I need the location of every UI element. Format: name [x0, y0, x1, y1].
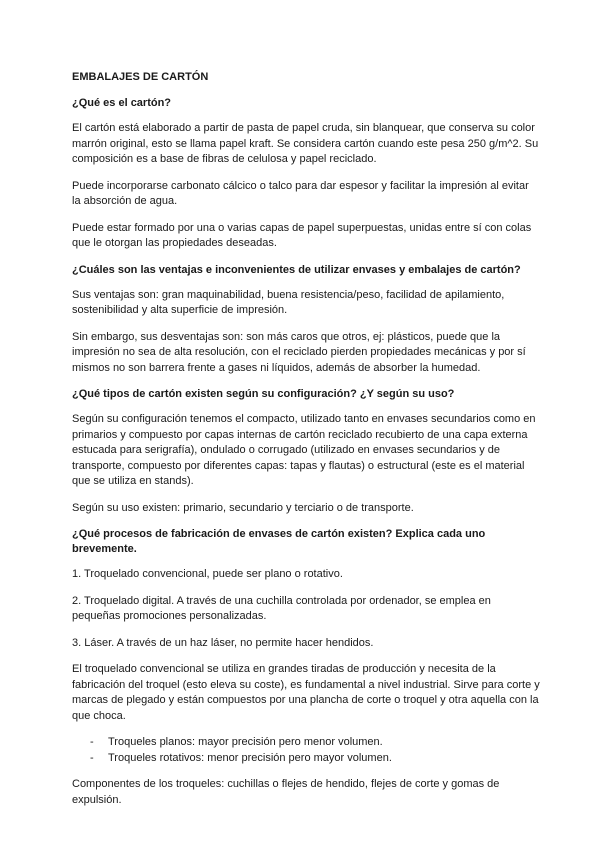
section-heading: ¿Qué es el cartón?: [72, 97, 172, 109]
section-heading: ¿Qué tipos de cartón existen según su configuración? ¿Y según su uso?: [72, 388, 455, 400]
paragraph: Según su uso existen: primario, secundario y terciario o de transporte.: [72, 501, 414, 514]
section-heading: ¿Qué procesos de fabricación de envases de cartón existen? Explica cada uno brevemente.: [72, 528, 486, 555]
paragraph: Según su configuración tenemos el compacto, utilizado tanto en envases secundarios como en primarios y compuesto por capas internas de cartón reciclado recubierto de una capa externa estucada para serigrafía), ondulado o corrugado (utilizado en envases secundarios y de transporte, compuesto por diferentes capas: tapas y flautas) o estructural (este es el material que se utiliza en stands).: [72, 413, 536, 487]
section-heading: ¿Cuáles son las ventajas e inconvenientes de utilizar envases y embalajes de cartón?: [72, 263, 521, 276]
section-what-is-cardboard: [72, 96, 540, 252]
dash-bullet: -: [90, 751, 94, 764]
dash-bullet: -: [90, 736, 94, 748]
paragraph: Puede estar formado por una o varias capas de papel superpuestas, unidas entre sí con colas que le otorgan las propiedades deseadas.: [72, 221, 532, 249]
section-advantages: [72, 263, 540, 377]
section-types: [72, 387, 540, 516]
paragraph: Puede incorporarse carbonato cálcico o talco para dar espesor y facilitar la impresión al evitar la absorción de agua.: [72, 179, 529, 207]
dies-list: [72, 735, 540, 766]
list-item-text: Troqueles rotativos: menor precisión pero mayor volumen.: [108, 751, 392, 764]
process-list: [72, 567, 540, 651]
paragraph: Sin embargo, sus desventajas son: son más caros que otros, ej: plásticos, puede que la impresión no sea de alta resolución, con el reciclado pierden propiedades mecánicas y por sí mismos no son barrera frente a gases ni líquidos, además de absorber la humedad.: [72, 330, 526, 374]
section-processes: [72, 527, 540, 808]
list-item: 1. Troquelado convencional, puede ser plano o rotativo.: [72, 568, 343, 580]
paragraph: Sus ventajas son: gran maquinabilidad, buena resistencia/peso, facilidad de apilamiento, sostenibilidad y alta superficie de impresión.: [72, 288, 505, 316]
paragraph: El cartón está elaborado a partir de pasta de papel cruda, sin blanquear, que conserva su color marrón original, esto se llama papel kraft. Se considera cartón cuando este pesa 250 g/m^2. Su composición es a base de fibras de celulosa y papel reciclado.: [72, 122, 539, 165]
list-item: 2. Troquelado digital. A través de una cuchilla controlada por ordenador, se emplea en pequeñas promociones personalizadas.: [72, 594, 491, 622]
paragraph: El troquelado convencional se utiliza en grandes tiradas de producción y necesita de la fabricación del troquel (esto eleva su coste), es fundamental a nivel industrial. Sirve para corte y marcas de plegado y están compuestos por una plancha de corte o troquel y otra aquella con la que choca.: [72, 663, 540, 722]
paragraph: Componentes de los troqueles: cuchillas o flejes de hendido, flejes de corte y gomas de expulsión.: [72, 778, 500, 806]
list-item-text: Troqueles planos: mayor precisión pero menor volumen.: [108, 736, 383, 748]
document-title: EMBALAJES DE CARTÓN: [72, 71, 209, 83]
list-item: 3. Láser. A través de un haz láser, no permite hacer hendidos.: [72, 636, 374, 649]
list-item: [90, 751, 540, 767]
list-item: [90, 735, 540, 751]
